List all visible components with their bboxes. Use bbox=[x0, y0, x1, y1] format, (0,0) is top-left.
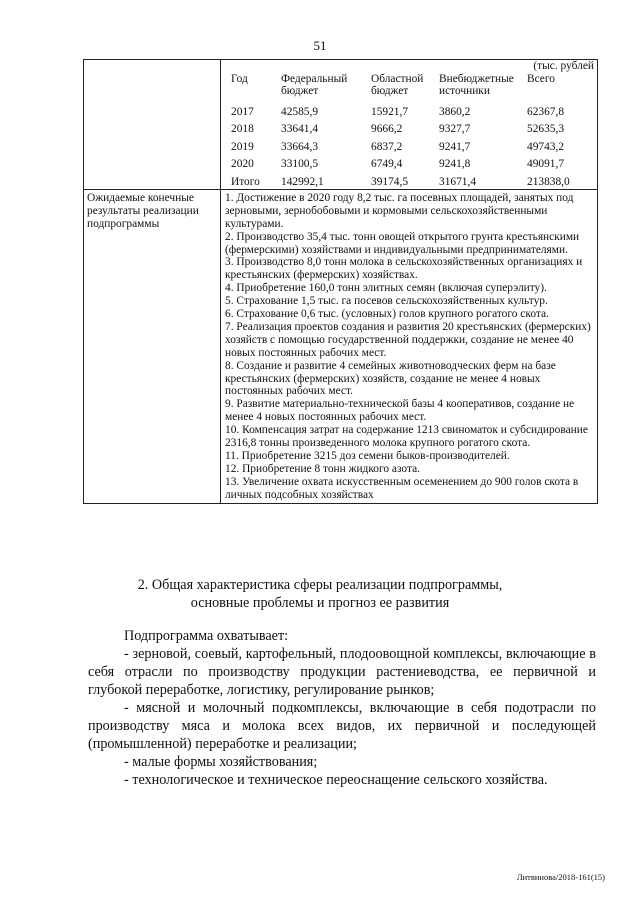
result-item: 8. Создание и развитие 4 семейных животноводческих ферм на базе крестьянских (фермерских) хозяйств, создание не менее 4 новых постоянных рабочих мест. bbox=[225, 359, 556, 398]
result-item: 7. Реализация проектов создания и развития 20 крестьянских (фермерских) хозяйств с помощью государственной поддержки, создание не менее 40 новых постоянных рабочих мест. bbox=[225, 320, 591, 359]
cell-federal: 142992,1 bbox=[281, 175, 324, 188]
cell-total: 213838,0 bbox=[527, 175, 570, 188]
section-bullet: - мясной и молочный подкомплексы, включающие в себя подотрасли по производству мяса и молока всех видов, их первичной и последующей (промышленной) переработке и реализации; bbox=[88, 700, 596, 752]
header-total: Всего bbox=[527, 72, 555, 85]
cell-regional: 6837,2 bbox=[371, 140, 403, 153]
cell-year: Итого bbox=[231, 175, 260, 188]
result-item: 4. Приобретение 160,0 тонн элитных семян (включая суперэлиту). bbox=[225, 282, 547, 295]
section-title-line2: основные проблемы и прогноз ее развития bbox=[190, 595, 450, 611]
cell-federal: 33100,5 bbox=[281, 158, 319, 171]
result-item: 11. Приобретение 3215 доз семени быков-производителей. bbox=[225, 450, 510, 462]
results-list bbox=[221, 190, 597, 503]
page-number: 51 bbox=[313, 38, 327, 53]
cell-extrabudget: 9241,8 bbox=[439, 158, 471, 171]
results-label: Ожидаемые конечные результаты реализации подпрограммы bbox=[87, 191, 199, 230]
document-code: Литвинова/2018-161(15) bbox=[516, 872, 605, 882]
finance-cell bbox=[221, 60, 598, 190]
cell-extrabudget: 9327,7 bbox=[439, 123, 471, 136]
section-body bbox=[88, 627, 596, 789]
finance-row-2018 bbox=[221, 119, 597, 137]
finance-unit: (тыс. рублей bbox=[533, 60, 594, 72]
subprogram-passport-table bbox=[83, 59, 598, 504]
cell-year: 2019 bbox=[231, 140, 254, 153]
cell-regional: 15921,7 bbox=[371, 105, 409, 118]
cell-extrabudget: 3860,2 bbox=[439, 105, 471, 118]
header-extrabudget: Внебюджетные источники bbox=[439, 72, 514, 98]
finance-header-row bbox=[221, 73, 597, 101]
results-cell bbox=[221, 189, 598, 503]
section-title-line1: 2. Общая характеристика сферы реализации подпрограммы, bbox=[137, 577, 503, 593]
section-bullet: - зерновой, соевый, картофельный, плодоовощной комплексы, включающие в себя отрасли по производству продукции растениеводства, ее первичной и глубокой переработке, логистику, регулирование рынков; bbox=[88, 646, 596, 698]
result-item: 3. Производство 8,0 тонн молока в сельскохозяйственных организациях и крестьянских (фермерских) хозяйствах. bbox=[225, 256, 583, 282]
cell-regional: 39174,5 bbox=[371, 175, 409, 188]
cell-federal: 33641,4 bbox=[281, 123, 319, 136]
finance-row-2019 bbox=[221, 136, 597, 154]
cell-total: 52635,3 bbox=[527, 123, 565, 136]
section-title bbox=[0, 576, 640, 612]
header-federal: Федеральный бюджет bbox=[281, 72, 348, 98]
cell-total: 49743,2 bbox=[527, 140, 565, 153]
result-item: 9. Развитие материально-технической базы 4 кооперативов, создание не менее 4 новых постоянных рабочих мест. bbox=[225, 398, 575, 424]
finance-label-cell bbox=[84, 60, 221, 190]
cell-regional: 9666,2 bbox=[371, 123, 403, 136]
results-label-cell bbox=[84, 189, 221, 503]
cell-extrabudget: 9241,7 bbox=[439, 140, 471, 153]
result-item: 12. Приобретение 8 тонн жидкого азота. bbox=[225, 462, 420, 475]
cell-regional: 6749,4 bbox=[371, 158, 403, 171]
section-bullet: - технологическое и техническое переоснащение сельского хозяйства. bbox=[124, 772, 548, 788]
cell-federal: 33664,3 bbox=[281, 140, 319, 153]
result-item: 1. Достижение в 2020 году 8,2 тыс. га посевных площадей, занятых под зерновыми, зернобобовыми и кормовыми сельскохозяйственными культурами. bbox=[225, 191, 574, 230]
result-item: 2. Производство 35,4 тыс. тонн овощей открытого грунта крестьянскими (фермерскими) хозяйствами и индивидуальными предпринимателями. bbox=[225, 230, 580, 256]
result-item: 5. Страхование 1,5 тыс. га посевов сельскохозяйственных культур. bbox=[225, 295, 548, 308]
finance-row-total bbox=[221, 171, 597, 189]
cell-extrabudget: 31671,4 bbox=[439, 175, 477, 188]
header-regional: Областной бюджет bbox=[371, 72, 424, 98]
cell-total: 62367,8 bbox=[527, 105, 565, 118]
finance-row bbox=[84, 60, 598, 190]
finance-row-2020 bbox=[221, 154, 597, 172]
finance-table bbox=[221, 60, 597, 189]
cell-year: 2017 bbox=[231, 105, 254, 118]
finance-row-2017 bbox=[221, 101, 597, 119]
cell-federal: 42585,9 bbox=[281, 105, 319, 118]
cell-year: 2020 bbox=[231, 158, 254, 171]
cell-total: 49091,7 bbox=[527, 158, 565, 171]
result-item: 13. Увеличение охвата искусственным осеменением до 900 голов скота в личных подсобных хозяйствах bbox=[225, 475, 579, 501]
result-item: 10. Компенсация затрат на содержание 1213 свиноматок и субсидирование 2316,8 тонны произведенного молока крупного рогатого скота. bbox=[225, 424, 588, 450]
header-year: Год bbox=[231, 72, 248, 85]
section-bullet: - малые формы хозяйствования; bbox=[124, 754, 318, 770]
cell-year: 2018 bbox=[231, 123, 254, 136]
section-intro: Подпрограмма охватывает: bbox=[124, 628, 289, 644]
results-row bbox=[84, 189, 598, 503]
result-item: 6. Страхование 0,6 тыс. (условных) голов крупного рогатого скота. bbox=[225, 308, 549, 321]
